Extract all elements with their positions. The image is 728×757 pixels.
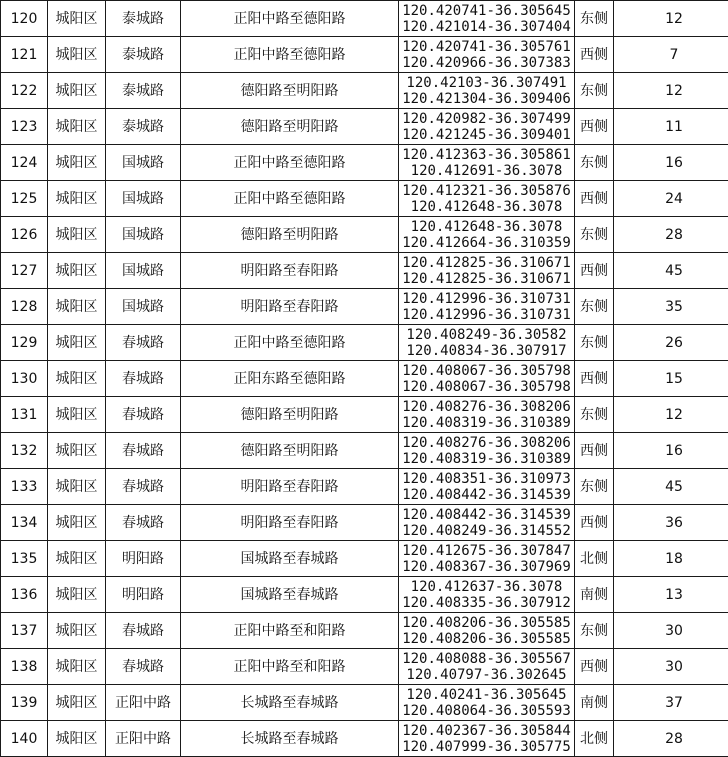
coordinate-start: 120.408351-36.310973	[402, 470, 571, 487]
count-cell: 13	[614, 577, 728, 613]
side-cell: 东侧	[575, 397, 614, 433]
district-cell: 城阳区	[48, 325, 106, 361]
road-cell: 明阳路	[106, 541, 181, 577]
side-cell: 东侧	[575, 217, 614, 253]
coordinates-cell	[399, 289, 575, 325]
road-cell: 泰城路	[106, 109, 181, 145]
count-cell: 45	[614, 469, 728, 505]
section-cell: 正阳中路至德阳路	[181, 325, 399, 361]
district-cell: 城阳区	[48, 505, 106, 541]
section-cell: 德阳路至明阳路	[181, 109, 399, 145]
coordinates-cell	[399, 577, 575, 613]
row-number: 130	[1, 361, 48, 397]
district-cell: 城阳区	[48, 577, 106, 613]
coordinate-end: 120.412648-36.3078	[410, 198, 563, 215]
road-cell: 春城路	[106, 469, 181, 505]
coordinate-end: 120.408319-36.310389	[402, 450, 571, 467]
section-cell: 长城路至春城路	[181, 721, 399, 757]
table-row	[1, 397, 728, 433]
table-row	[1, 613, 728, 649]
section-cell: 正阳中路至德阳路	[181, 145, 399, 181]
coordinates-cell	[399, 361, 575, 397]
row-number: 122	[1, 73, 48, 109]
side-cell: 西侧	[575, 37, 614, 73]
side-cell: 东侧	[575, 73, 614, 109]
coordinate-end: 120.408442-36.314539	[402, 486, 571, 503]
coordinate-end: 120.412664-36.310359	[402, 234, 571, 251]
side-cell: 东侧	[575, 613, 614, 649]
district-cell: 城阳区	[48, 1, 106, 37]
district-cell: 城阳区	[48, 649, 106, 685]
coordinate-end: 120.412691-36.3078	[410, 162, 563, 179]
table-row	[1, 181, 728, 217]
coordinate-end: 120.408249-36.314552	[402, 522, 571, 539]
road-cell: 泰城路	[106, 73, 181, 109]
count-cell: 28	[614, 217, 728, 253]
row-number: 120	[1, 1, 48, 37]
table-row	[1, 469, 728, 505]
table-row	[1, 1, 728, 37]
row-number: 132	[1, 433, 48, 469]
section-cell: 正阳中路至和阳路	[181, 613, 399, 649]
table-row	[1, 721, 728, 757]
coordinate-start: 120.408276-36.308206	[402, 434, 571, 451]
coordinates-cell	[399, 181, 575, 217]
row-number: 137	[1, 613, 48, 649]
road-cell: 春城路	[106, 397, 181, 433]
coordinates-cell	[399, 37, 575, 73]
road-cell: 国城路	[106, 289, 181, 325]
section-cell: 国城路至春城路	[181, 577, 399, 613]
road-cell: 国城路	[106, 181, 181, 217]
side-cell: 东侧	[575, 289, 614, 325]
coordinate-end: 120.408067-36.305798	[402, 378, 571, 395]
district-cell: 城阳区	[48, 109, 106, 145]
count-cell: 7	[614, 37, 728, 73]
road-cell: 春城路	[106, 325, 181, 361]
road-cell: 春城路	[106, 361, 181, 397]
coordinate-end: 120.40834-36.307917	[406, 342, 567, 359]
count-cell: 28	[614, 721, 728, 757]
coordinate-end: 120.421304-36.309406	[402, 90, 571, 107]
row-number: 128	[1, 289, 48, 325]
count-cell: 45	[614, 253, 728, 289]
row-number: 134	[1, 505, 48, 541]
section-cell: 明阳路至春阳路	[181, 289, 399, 325]
coordinate-start: 120.412321-36.305876	[402, 182, 571, 199]
coordinate-end: 120.420966-36.307383	[402, 54, 571, 71]
count-cell: 15	[614, 361, 728, 397]
section-cell: 德阳路至明阳路	[181, 73, 399, 109]
count-cell: 12	[614, 1, 728, 37]
coordinate-end: 120.408319-36.310389	[402, 414, 571, 431]
table-row	[1, 325, 728, 361]
side-cell: 南侧	[575, 685, 614, 721]
count-cell: 30	[614, 613, 728, 649]
coordinate-start: 120.412637-36.3078	[410, 578, 563, 595]
coordinates-cell	[399, 397, 575, 433]
road-cell: 春城路	[106, 613, 181, 649]
table-row	[1, 541, 728, 577]
row-number: 125	[1, 181, 48, 217]
coordinate-end: 120.421245-36.309401	[402, 126, 571, 143]
row-number: 129	[1, 325, 48, 361]
district-cell: 城阳区	[48, 145, 106, 181]
side-cell: 西侧	[575, 253, 614, 289]
road-cell: 明阳路	[106, 577, 181, 613]
section-cell: 正阳东路至德阳路	[181, 361, 399, 397]
coordinates-cell	[399, 145, 575, 181]
table-row	[1, 217, 728, 253]
coordinates-cell	[399, 505, 575, 541]
coordinate-start: 120.412675-36.307847	[402, 542, 571, 559]
count-cell: 36	[614, 505, 728, 541]
side-cell: 东侧	[575, 325, 614, 361]
table-row	[1, 109, 728, 145]
coordinate-end: 120.407999-36.305775	[402, 738, 571, 755]
section-cell: 正阳中路至德阳路	[181, 37, 399, 73]
coordinate-start: 120.408206-36.305585	[402, 614, 571, 631]
side-cell: 西侧	[575, 361, 614, 397]
coordinate-start: 120.412648-36.3078	[410, 218, 563, 235]
row-number: 139	[1, 685, 48, 721]
side-cell: 东侧	[575, 145, 614, 181]
coordinate-start: 120.408276-36.308206	[402, 398, 571, 415]
section-cell: 正阳中路至德阳路	[181, 1, 399, 37]
table-row	[1, 37, 728, 73]
count-cell: 18	[614, 541, 728, 577]
side-cell: 北侧	[575, 541, 614, 577]
coordinate-end: 120.408064-36.305593	[402, 702, 571, 719]
count-cell: 12	[614, 397, 728, 433]
district-cell: 城阳区	[48, 469, 106, 505]
side-cell: 西侧	[575, 433, 614, 469]
coordinates-cell	[399, 613, 575, 649]
coordinate-end: 120.408367-36.307969	[402, 558, 571, 575]
coordinate-start: 120.420741-36.305645	[402, 2, 571, 19]
count-cell: 16	[614, 145, 728, 181]
section-cell: 国城路至春城路	[181, 541, 399, 577]
road-cell: 泰城路	[106, 37, 181, 73]
district-cell: 城阳区	[48, 613, 106, 649]
coordinate-start: 120.408249-36.30582	[406, 326, 567, 343]
road-cell: 春城路	[106, 649, 181, 685]
row-number: 127	[1, 253, 48, 289]
table-row	[1, 361, 728, 397]
row-number: 138	[1, 649, 48, 685]
section-cell: 明阳路至春阳路	[181, 253, 399, 289]
road-cell: 春城路	[106, 505, 181, 541]
table-row	[1, 253, 728, 289]
table-row	[1, 577, 728, 613]
district-cell: 城阳区	[48, 181, 106, 217]
coordinate-start: 120.408088-36.305567	[402, 650, 571, 667]
coordinate-end: 120.412996-36.310731	[402, 306, 571, 323]
table-body	[1, 1, 728, 757]
road-cell: 春城路	[106, 433, 181, 469]
coordinate-start: 120.42103-36.307491	[406, 74, 567, 91]
section-cell: 德阳路至明阳路	[181, 433, 399, 469]
side-cell: 西侧	[575, 649, 614, 685]
table-row	[1, 649, 728, 685]
coordinates-cell	[399, 109, 575, 145]
table-row	[1, 685, 728, 721]
district-cell: 城阳区	[48, 253, 106, 289]
section-cell: 德阳路至明阳路	[181, 397, 399, 433]
row-number: 140	[1, 721, 48, 757]
section-cell: 正阳中路至和阳路	[181, 649, 399, 685]
coordinate-start: 120.408067-36.305798	[402, 362, 571, 379]
side-cell: 东侧	[575, 1, 614, 37]
row-number: 121	[1, 37, 48, 73]
road-cell: 正阳中路	[106, 685, 181, 721]
coordinate-end: 120.421014-36.307404	[402, 18, 571, 35]
section-cell: 长城路至春城路	[181, 685, 399, 721]
side-cell: 西侧	[575, 181, 614, 217]
coordinate-start: 120.420982-36.307499	[402, 110, 571, 127]
coordinates-cell	[399, 685, 575, 721]
row-number: 123	[1, 109, 48, 145]
count-cell: 24	[614, 181, 728, 217]
district-cell: 城阳区	[48, 361, 106, 397]
side-cell: 东侧	[575, 469, 614, 505]
count-cell: 26	[614, 325, 728, 361]
count-cell: 30	[614, 649, 728, 685]
side-cell: 西侧	[575, 109, 614, 145]
coordinates-cell	[399, 73, 575, 109]
road-cell: 国城路	[106, 217, 181, 253]
coordinates-cell	[399, 541, 575, 577]
row-number: 131	[1, 397, 48, 433]
coordinates-cell	[399, 469, 575, 505]
coordinate-end: 120.40797-36.302645	[406, 666, 567, 683]
road-cell: 国城路	[106, 253, 181, 289]
coordinates-cell	[399, 649, 575, 685]
coordinate-start: 120.40241-36.305645	[406, 686, 567, 703]
district-cell: 城阳区	[48, 433, 106, 469]
coordinates-cell	[399, 217, 575, 253]
district-cell: 城阳区	[48, 37, 106, 73]
coordinate-start: 120.412825-36.310671	[402, 254, 571, 271]
count-cell: 11	[614, 109, 728, 145]
section-cell: 正阳中路至德阳路	[181, 181, 399, 217]
side-cell: 南侧	[575, 577, 614, 613]
count-cell: 12	[614, 73, 728, 109]
district-cell: 城阳区	[48, 721, 106, 757]
district-cell: 城阳区	[48, 289, 106, 325]
coordinate-end: 120.412825-36.310671	[402, 270, 571, 287]
count-cell: 16	[614, 433, 728, 469]
table-row	[1, 73, 728, 109]
district-cell: 城阳区	[48, 397, 106, 433]
side-cell: 西侧	[575, 505, 614, 541]
district-cell: 城阳区	[48, 541, 106, 577]
road-cell: 泰城路	[106, 1, 181, 37]
coordinates-cell	[399, 1, 575, 37]
district-cell: 城阳区	[48, 73, 106, 109]
coordinates-cell	[399, 433, 575, 469]
road-cell: 国城路	[106, 145, 181, 181]
table-row	[1, 289, 728, 325]
coordinates-cell	[399, 721, 575, 757]
table-row	[1, 145, 728, 181]
district-cell: 城阳区	[48, 217, 106, 253]
coordinate-start: 120.402367-36.305844	[402, 722, 571, 739]
coordinate-start: 120.420741-36.305761	[402, 38, 571, 55]
coordinate-end: 120.408206-36.305585	[402, 630, 571, 647]
row-number: 124	[1, 145, 48, 181]
section-cell: 德阳路至明阳路	[181, 217, 399, 253]
count-cell: 37	[614, 685, 728, 721]
table-row	[1, 505, 728, 541]
row-number: 133	[1, 469, 48, 505]
row-number: 136	[1, 577, 48, 613]
coordinates-cell	[399, 253, 575, 289]
coordinates-cell	[399, 325, 575, 361]
district-cell: 城阳区	[48, 685, 106, 721]
section-cell: 明阳路至春阳路	[181, 469, 399, 505]
side-cell: 北侧	[575, 721, 614, 757]
coordinate-start: 120.412363-36.305861	[402, 146, 571, 163]
coordinate-end: 120.408335-36.307912	[402, 594, 571, 611]
coordinate-start: 120.408442-36.314539	[402, 506, 571, 523]
count-cell: 35	[614, 289, 728, 325]
coordinate-start: 120.412996-36.310731	[402, 290, 571, 307]
road-cell: 正阳中路	[106, 721, 181, 757]
row-number: 126	[1, 217, 48, 253]
table-row	[1, 433, 728, 469]
section-cell: 明阳路至春阳路	[181, 505, 399, 541]
row-number: 135	[1, 541, 48, 577]
